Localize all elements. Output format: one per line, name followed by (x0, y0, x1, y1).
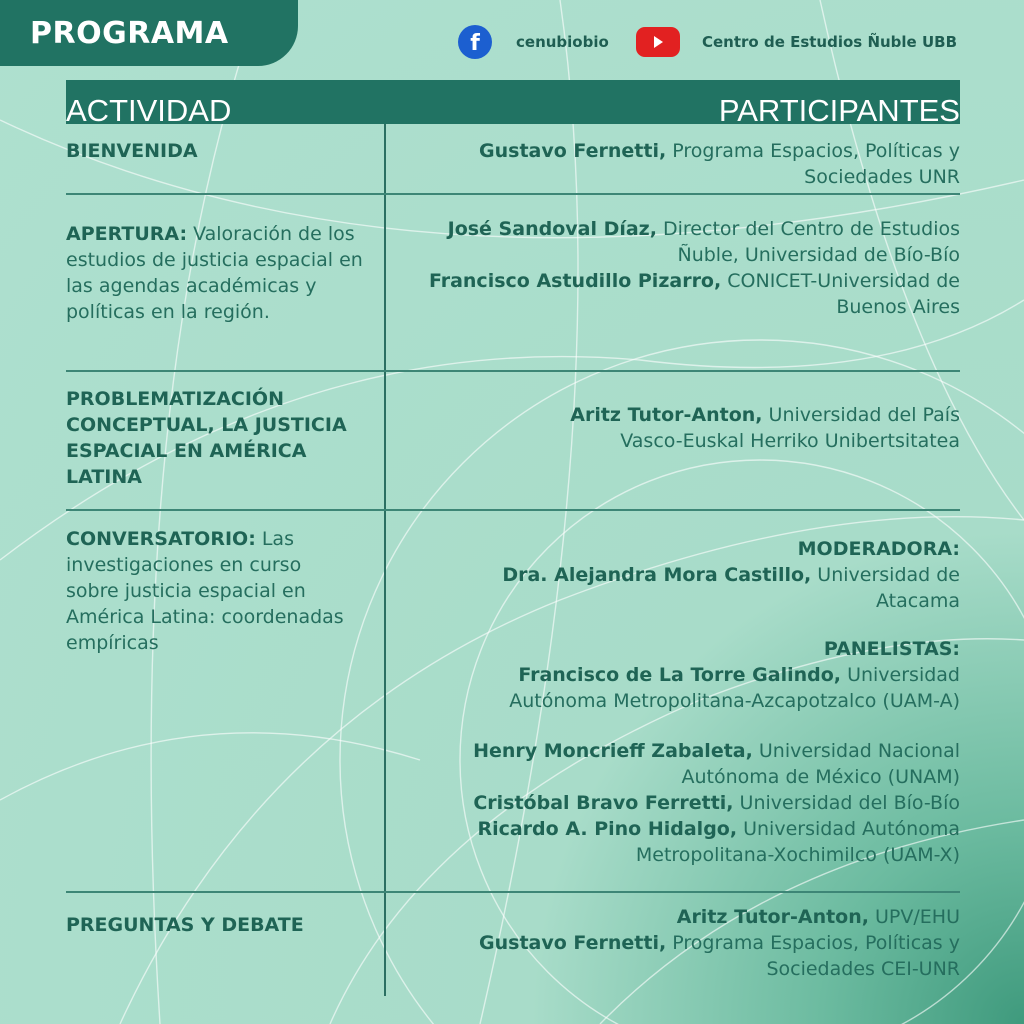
participant-entry: Aritz Tutor-Anton, UPV/EHU (676, 906, 960, 928)
panelist-entry: Henry Moncrieff Zabaleta, Universidad Nacional Autónoma de México (UNAM) (473, 740, 960, 788)
moderator-entry: Dra. Alejandra Mora Castillo, Universidad de Atacama (502, 564, 960, 612)
youtube-channel-name: Centro de Estudios Ñuble UBB (702, 33, 957, 51)
row-divider (66, 891, 960, 893)
participants-apertura (420, 216, 960, 320)
panelist-entry: Francisco de La Torre Galindo, Universidad Autónoma Metropolitana-Azcapotzalco (UAM-A) (509, 664, 960, 712)
facebook-icon: f (458, 25, 492, 59)
participants-preguntas-debate (420, 904, 960, 982)
panelist-entry: Cristóbal Bravo Ferretti, Universidad del Bío-Bío (473, 792, 960, 814)
column-header-participants: PARTICIPANTES (718, 93, 960, 128)
participants-conversatorio (420, 536, 960, 868)
column-header-activity: ACTIVIDAD (66, 93, 232, 128)
moderator-heading: MODERADORA: (797, 538, 960, 560)
activity-conversatorio: CONVERSATORIO: Las investigaciones en curso sobre justicia espacial en América Latina: coordenadas empíricas (66, 528, 344, 654)
row-divider (66, 193, 960, 195)
row-divider (66, 509, 960, 511)
panelists-heading: PANELISTAS: (823, 638, 960, 660)
row-divider (66, 370, 960, 372)
youtube-link[interactable] (636, 24, 957, 60)
participant-entry: Gustavo Fernetti, Programa Espacios, Políticas y Sociedades CEI-UNR (479, 932, 960, 980)
program-title-tab: PROGRAMA (0, 0, 298, 66)
activity-preguntas-debate: PREGUNTAS Y DEBATE (66, 914, 304, 936)
facebook-link[interactable] (458, 24, 609, 60)
activity-apertura: APERTURA: Valoración de los estudios de justicia espacial en las agendas académicas y políticas en la región. (66, 223, 363, 323)
participants-problematizacion: Aritz Tutor-Anton, Universidad del País Vasco-Euskal Herriko Unibertsitatea (570, 404, 960, 452)
youtube-icon (636, 27, 680, 57)
participant-entry: Francisco Astudillo Pizarro, CONICET-Universidad de Buenos Aires (428, 270, 960, 318)
activity-problematizacion: PROBLEMATIZACIÓN CONCEPTUAL, LA JUSTICIA ESPACIAL EN AMÉRICA LATINA (66, 388, 347, 488)
participants-bienvenida: Gustavo Fernetti, Programa Espacios, Políticas y Sociedades UNR (479, 140, 960, 188)
panelist-entry: Ricardo A. Pino Hidalgo, Universidad Autónoma Metropolitana-Xochimilco (UAM-X) (477, 818, 960, 866)
activity-bienvenida: BIENVENIDA (66, 140, 198, 162)
participant-entry: José Sandoval Díaz, Director del Centro de Estudios Ñuble, Universidad de Bío-Bío (447, 218, 960, 266)
column-divider (384, 124, 386, 996)
facebook-handle: cenubiobio (516, 33, 609, 51)
